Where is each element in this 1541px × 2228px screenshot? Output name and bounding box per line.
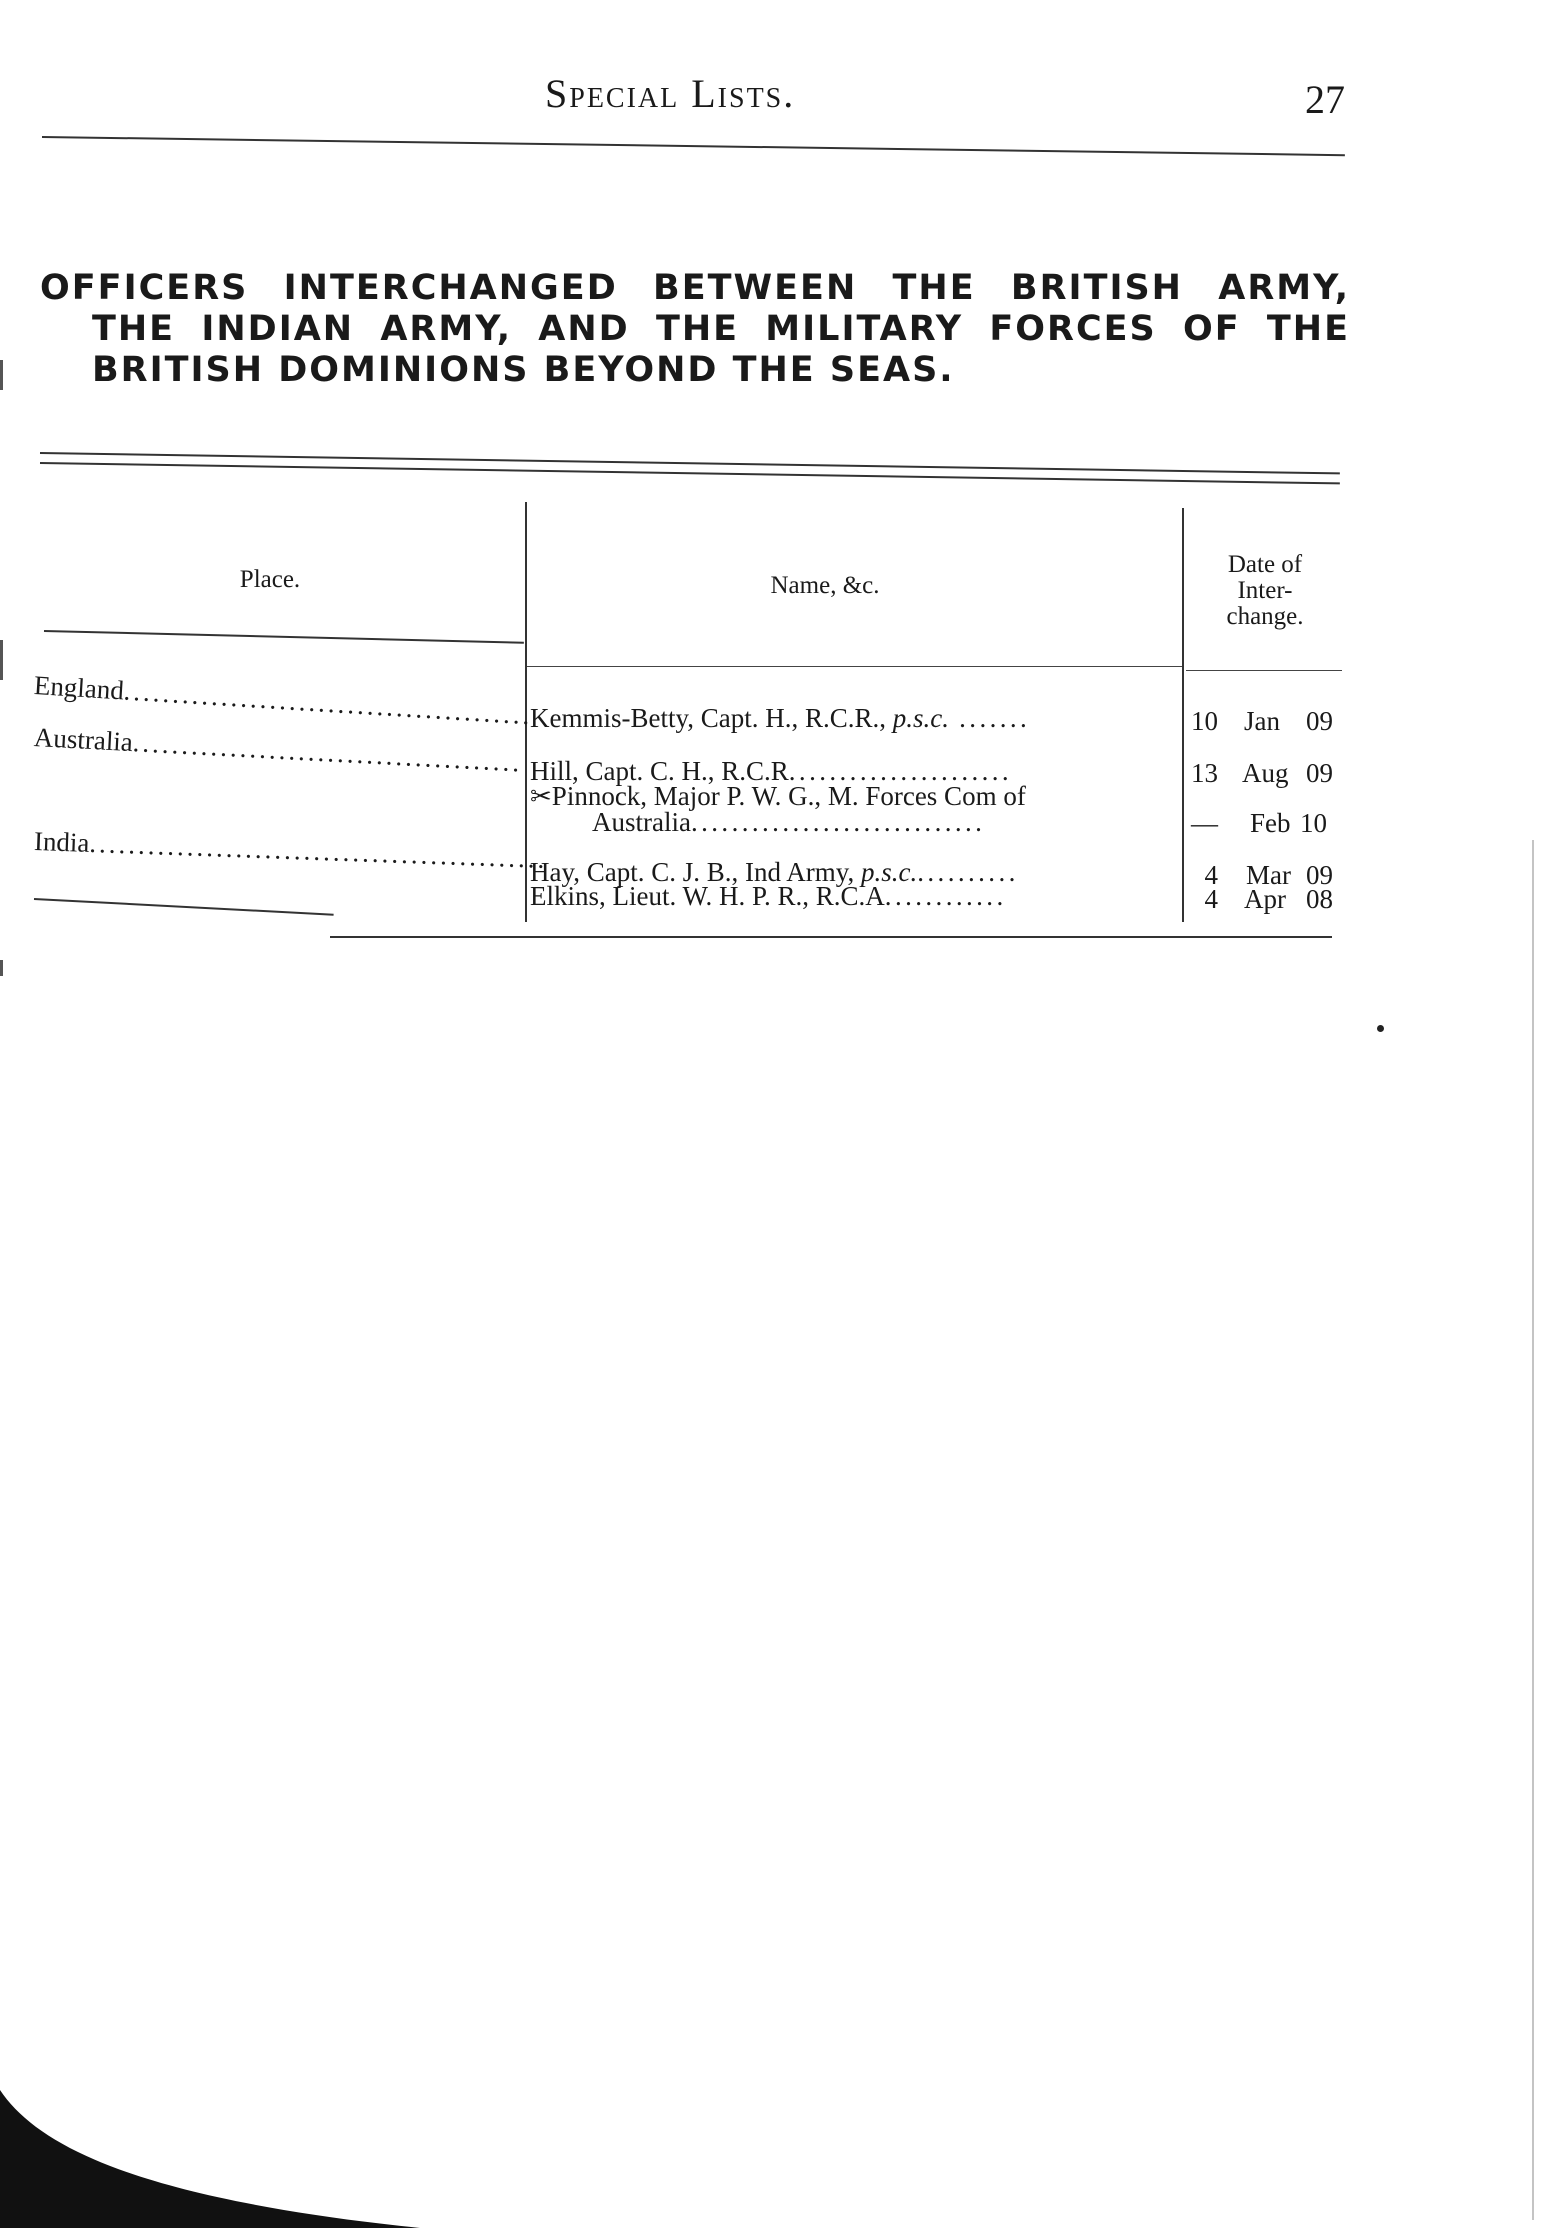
column-header-name: Name, &c. bbox=[770, 572, 880, 599]
date-day: 4 bbox=[1204, 860, 1218, 890]
table-top-rule-inner bbox=[40, 462, 1340, 484]
header-rule bbox=[42, 136, 1345, 156]
date-day: 4 bbox=[1204, 884, 1218, 914]
place-label: India bbox=[33, 826, 90, 858]
column-header-place: Place. bbox=[239, 566, 301, 593]
date-day: 13 bbox=[1191, 758, 1218, 788]
table-row-name: ✂Pinnock, Major P. W. G., M. Forces Com of bbox=[530, 781, 1026, 811]
title-line-3: BRITISH DOMINIONS BEYOND THE SEAS. bbox=[92, 350, 955, 390]
table-row-name-continued: Australia............................. bbox=[592, 807, 986, 837]
page-edge-shadow bbox=[1532, 840, 1534, 2220]
section-title bbox=[40, 268, 1350, 391]
date-year: 09 bbox=[1306, 706, 1333, 736]
title-line-1: OFFICERS INTERCHANGED BETWEEN THE BRITISH ARMY, bbox=[40, 268, 1350, 308]
table-top-rule bbox=[40, 452, 1340, 474]
title-line-2: THE INDIAN ARMY, AND THE MILITARY FORCES OF THE bbox=[92, 309, 1350, 349]
column-header-date-line-3: change. bbox=[1226, 603, 1304, 630]
date-month: Feb bbox=[1250, 808, 1291, 838]
page-corner-shadow bbox=[0, 2090, 420, 2228]
date-month: Aug bbox=[1242, 758, 1289, 788]
header-rule-name bbox=[526, 666, 1182, 667]
place-label: Australia bbox=[33, 722, 134, 758]
date-month: Jan bbox=[1244, 706, 1280, 736]
running-head-title: Special Lists. bbox=[545, 71, 796, 116]
margin-mark bbox=[0, 960, 3, 976]
place-india: India............................................... bbox=[33, 826, 548, 874]
date-year: 09 bbox=[1306, 860, 1333, 890]
scissors-icon: ✂ bbox=[530, 782, 552, 811]
column-header-date-line-1: Date of bbox=[1227, 551, 1303, 578]
date-year: 08 bbox=[1306, 884, 1333, 914]
table-row-name: Hay, Capt. C. J. B., Ind Army, p.s.c........... bbox=[530, 857, 1019, 887]
date-month: Mar bbox=[1246, 860, 1291, 890]
place-england: England.......................................... bbox=[33, 670, 534, 731]
table-row-name: Elkins, Lieut. W. H. P. R., R.C.A............ bbox=[530, 881, 1007, 911]
date-day: — bbox=[1191, 808, 1218, 838]
scan-speck bbox=[1377, 1025, 1384, 1032]
page-number: 27 bbox=[1305, 77, 1345, 122]
date-year: 09 bbox=[1306, 758, 1333, 788]
column-header-date-line-2: Inter- bbox=[1237, 577, 1293, 604]
column-header-date bbox=[1190, 552, 1340, 630]
table-bottom-rule-left bbox=[34, 898, 334, 916]
date-day: 10 bbox=[1191, 706, 1218, 736]
margin-mark bbox=[0, 360, 3, 390]
place-label: England bbox=[33, 670, 125, 706]
margin-mark bbox=[0, 640, 3, 680]
date-month: Apr bbox=[1244, 884, 1286, 914]
table-row-name: Hill, Capt. C. H., R.C.R...................... bbox=[530, 756, 1013, 786]
header-rule-place bbox=[44, 630, 524, 644]
place-australia: Australia........................................ bbox=[33, 722, 524, 778]
table-bottom-rule bbox=[330, 936, 1332, 938]
table-row-name: Kemmis-Betty, Capt. H., R.C.R., p.s.c. ....... bbox=[530, 703, 1031, 733]
header-rule-date bbox=[1186, 670, 1342, 671]
date-year: 10 bbox=[1300, 808, 1327, 838]
